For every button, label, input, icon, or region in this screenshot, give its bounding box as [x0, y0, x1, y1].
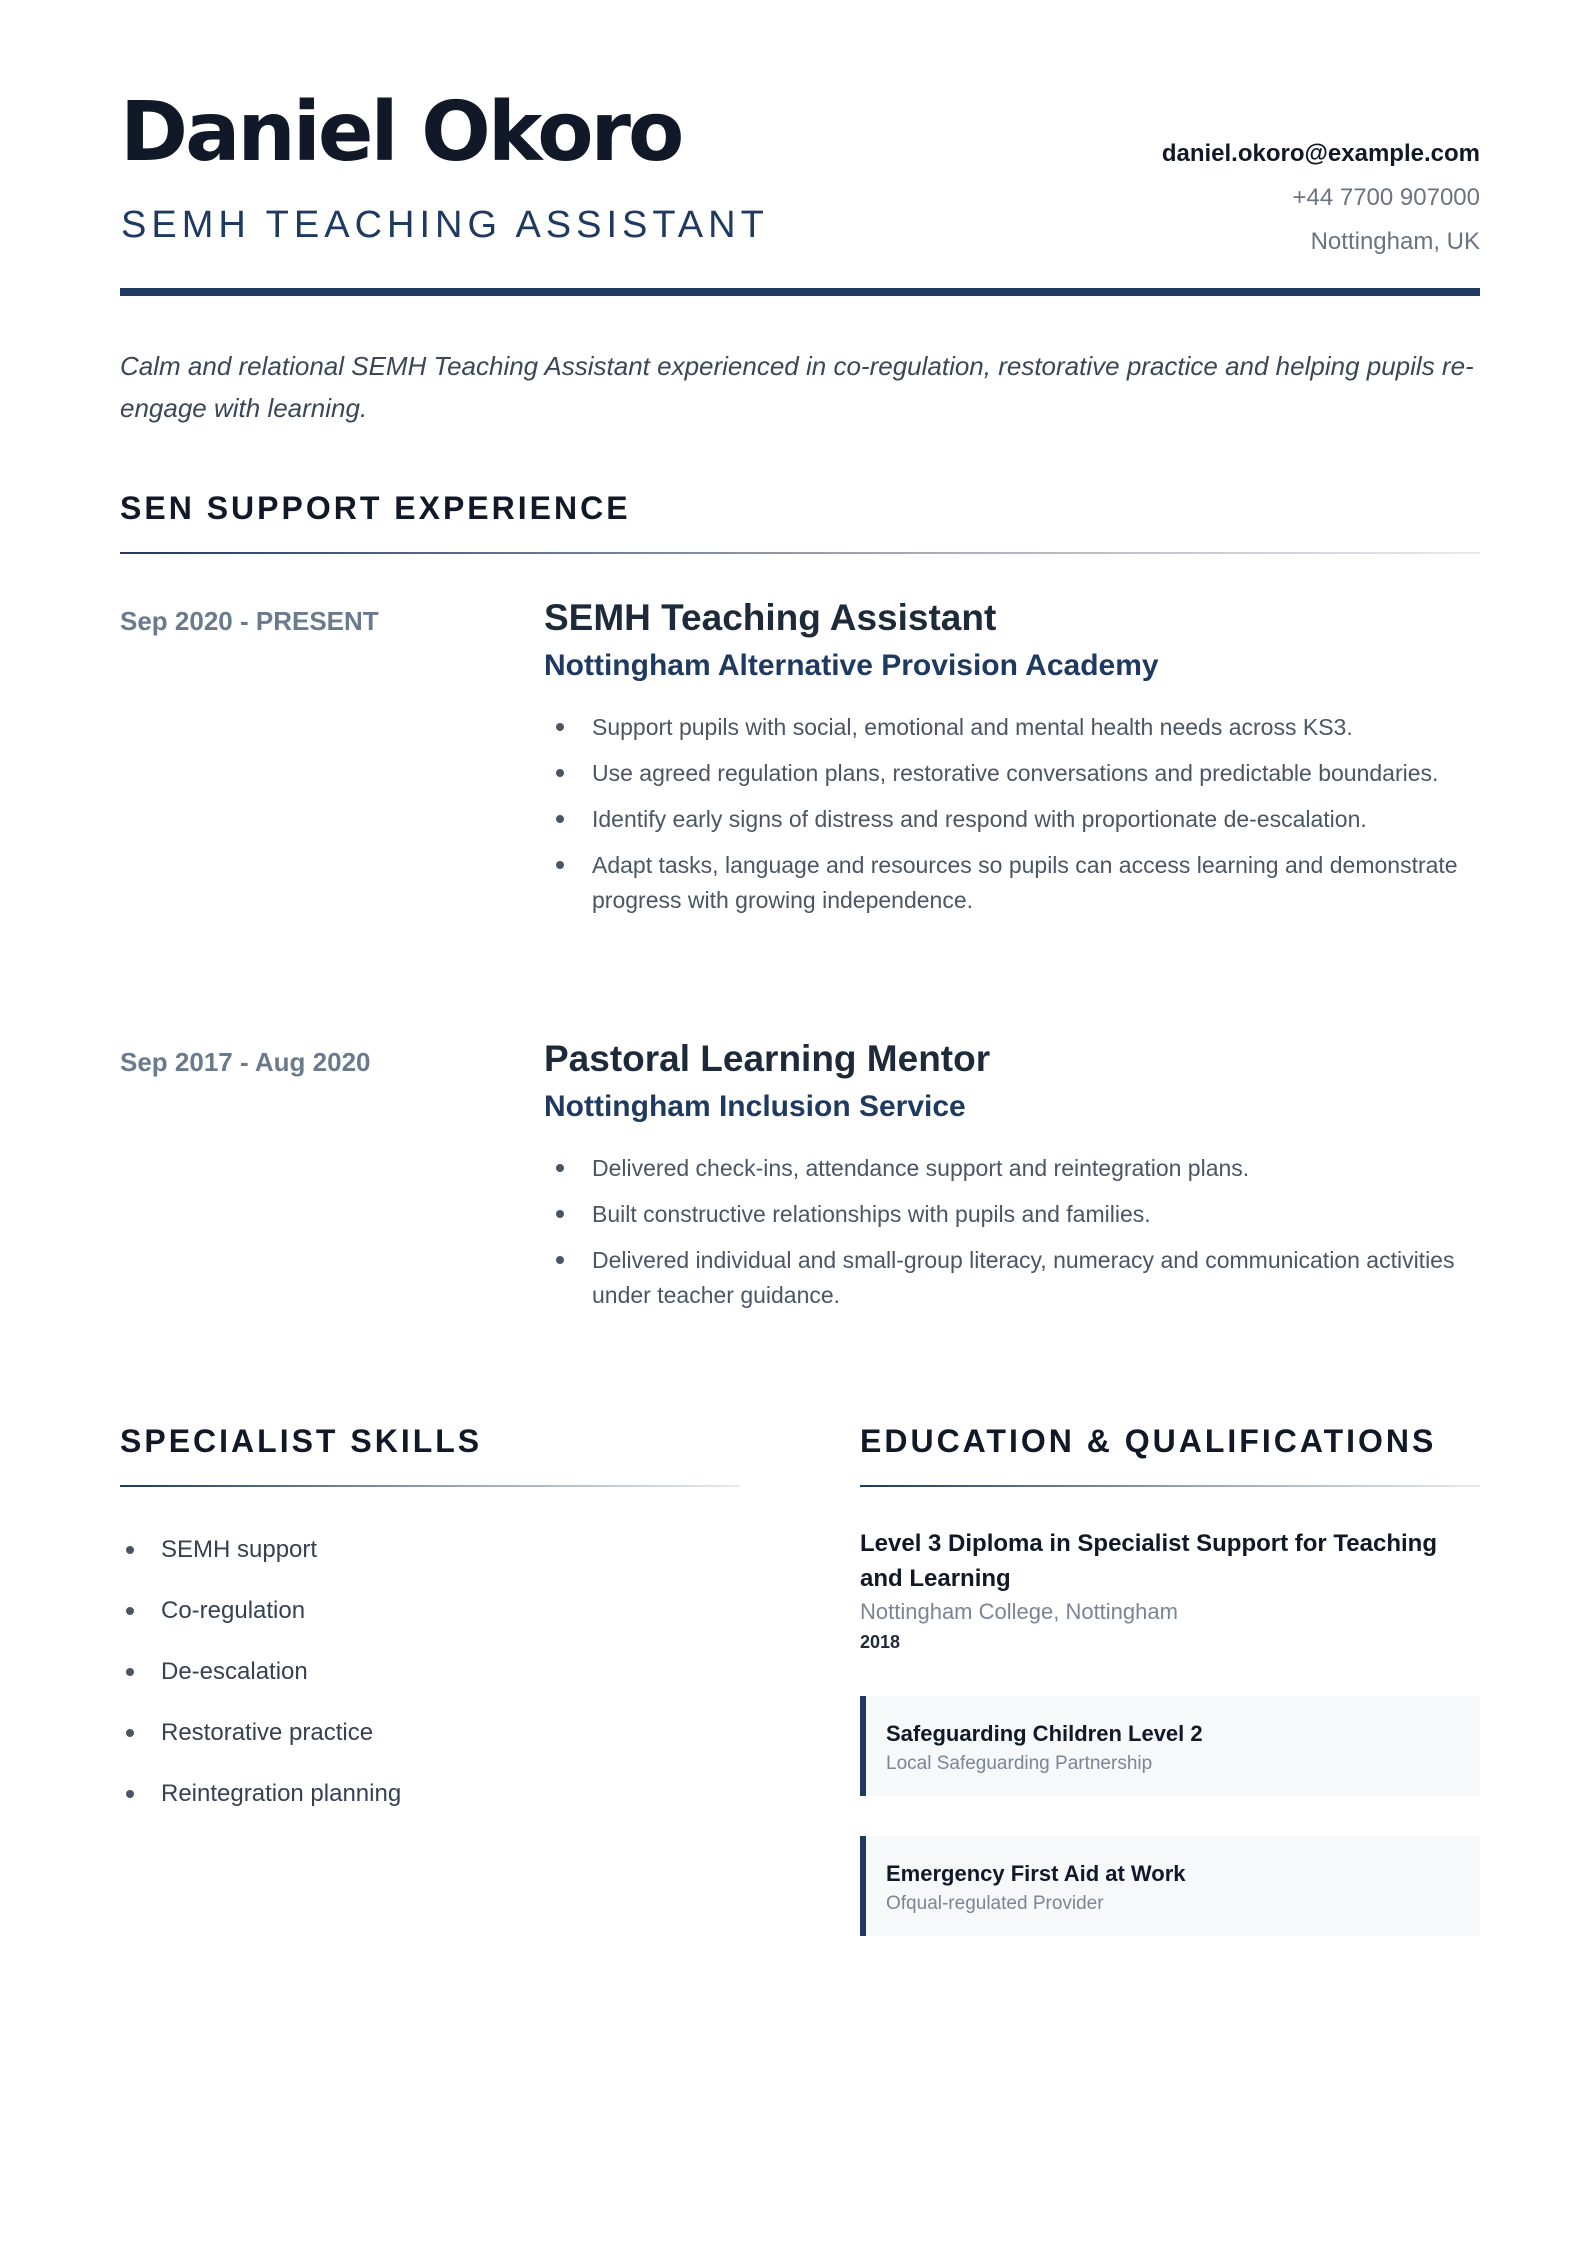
- contact-email[interactable]: daniel.okoro@example.com: [1161, 140, 1480, 167]
- bullet-icon: [126, 1668, 134, 1676]
- duty-item: Delivered check-ins, attendance support and reintegration plans.: [544, 1151, 1484, 1186]
- bullet-icon: [126, 1546, 134, 1554]
- job-title: SEMH Teaching Assistant: [544, 597, 997, 638]
- skill-item: SEMH support: [120, 1532, 401, 1568]
- job-entry: [544, 1037, 1484, 1324]
- bullet-icon: [126, 1607, 134, 1615]
- education-heading: EDUCATION & QUALIFICATIONS: [860, 1423, 1437, 1459]
- certification-title: Emergency First Aid at Work: [886, 1861, 1186, 1886]
- certification-card: [860, 1696, 1480, 1796]
- duty-item: Use agreed regulation plans, restorative conversations and predictable boundaries.: [544, 756, 1484, 791]
- job-title: Pastoral Learning Mentor: [544, 1038, 991, 1079]
- candidate-role: SEMH TEACHING ASSISTANT: [121, 204, 769, 246]
- certification-provider: Local Safeguarding Partnership: [886, 1753, 1153, 1774]
- qualification-institution: Nottingham College, Nottingham: [860, 1599, 1178, 1624]
- bullet-icon: [126, 1790, 134, 1798]
- duty-item: Built constructive relationships with pupils and families.: [544, 1197, 1484, 1232]
- contact-phone[interactable]: +44 7700 907000: [1292, 184, 1480, 211]
- bullet-icon: [556, 815, 564, 823]
- skill-item: De-escalation: [120, 1654, 401, 1690]
- job-organization: Nottingham Alternative Provision Academy: [544, 649, 1159, 683]
- profile-summary: Calm and relational SEMH Teaching Assistant experienced in co-regulation, restorative practice and helping pupils re-engage with learning.: [120, 351, 1474, 423]
- job-organization: Nottingham Inclusion Service: [544, 1090, 966, 1124]
- duty-item: Identify early signs of distress and respond with proportionate de-escalation.: [544, 802, 1484, 837]
- job-duties: [544, 1151, 1484, 1313]
- duty-item: Adapt tasks, language and resources so pupils can access learning and demonstrate progress with growing independence.: [544, 848, 1484, 918]
- skill-item: Reintegration planning: [120, 1776, 401, 1812]
- skills-divider: [120, 1485, 740, 1487]
- skills-list: [120, 1532, 401, 1837]
- skills-heading: SPECIALIST SKILLS: [120, 1423, 483, 1459]
- bullet-icon: [556, 861, 564, 869]
- bullet-icon: [556, 769, 564, 777]
- certification-title: Safeguarding Children Level 2: [886, 1721, 1203, 1746]
- bullet-icon: [556, 1210, 564, 1218]
- job-entry: [544, 596, 1484, 929]
- certification-provider: Ofqual-regulated Provider: [886, 1893, 1104, 1914]
- candidate-name: Daniel Okoro: [120, 85, 682, 180]
- experience-divider: [120, 552, 1480, 554]
- skill-item: Restorative practice: [120, 1715, 401, 1751]
- certification-card: [860, 1836, 1480, 1936]
- bullet-icon: [556, 723, 564, 731]
- job-duties: [544, 710, 1484, 918]
- job-dates: Sep 2020 - PRESENT: [120, 606, 379, 636]
- duty-item: Delivered individual and small-group literacy, numeracy and communication activities under teacher guidance.: [544, 1243, 1484, 1313]
- contact-block: [1162, 132, 1480, 264]
- bullet-icon: [126, 1729, 134, 1737]
- experience-heading: SEN SUPPORT EXPERIENCE: [120, 490, 631, 526]
- bullet-icon: [556, 1164, 564, 1172]
- header-divider: [120, 288, 1480, 296]
- qualification-year: 2018: [860, 1632, 901, 1652]
- education-entry: [860, 1526, 1480, 1656]
- qualification-title: Level 3 Diploma in Specialist Support for Teaching and Learning: [860, 1530, 1437, 1592]
- job-dates: Sep 2017 - Aug 2020: [120, 1047, 371, 1077]
- bullet-icon: [556, 1256, 564, 1264]
- education-divider: [860, 1485, 1480, 1487]
- skill-item: Co-regulation: [120, 1593, 401, 1629]
- contact-location: Nottingham, UK: [1310, 228, 1480, 255]
- duty-item: Support pupils with social, emotional and mental health needs across KS3.: [544, 710, 1484, 745]
